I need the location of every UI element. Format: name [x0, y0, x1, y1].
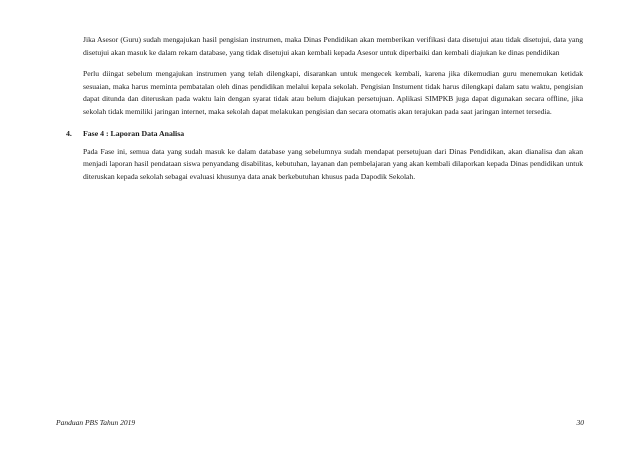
footer-title: Panduan PBS Tahun 2019	[56, 418, 136, 427]
page-content	[66, 34, 583, 192]
paragraph-verification: Jika Asesor (Guru) sudah mengajukan hasil pengisian instrumen, maka Dinas Pendidikan akan memberikan verifikasi data disetujui atau tidak disetujui, data yang disetujui akan masuk ke dalam rekam database, yang tidak disetujui akan kembali kepada Asesor untuk diperbaiki dan kembali diajukan ke dinas pendidikan	[83, 35, 583, 57]
section-number: 4.	[66, 128, 72, 138]
paragraph-reminder: Perlu diingat sebelum mengajukan instrumen yang telah dilengkapi, disarankan untuk mengecek kembali, karena jika dikemudian guru menemukan ketidak sesuaian, maka harus meminta pembatalan oleh dinas pendidikan melalui kepala sekolah. Pengisian Instument tidak harus dilengkapi dalam satu waktu, pengisian dapat ditunda dan diteruskan pada waktu lain dengan syarat tidak atau belum diajukan persetujuan. Aplikasi SIMPKB juga dapat digunakan secara offline, jika sekolah tidak memiliki jaringan internet, maka sekolah dapat melakukan pengisian dan secara otomatis akan terajukan pada saat jaringan internet tersedia.	[83, 69, 583, 116]
section-heading	[66, 128, 566, 140]
section-title: Fase 4 : Laporan Data Analisa	[83, 128, 185, 138]
footer-page-number: 30	[576, 418, 584, 427]
paragraph-phase-4: Pada Fase ini, semua data yang sudah masuk ke dalam database yang sebelumnya sudah mendapat persetujuan dari Dinas Pendidikan, akan dianalisa dan akan menjadi laporan hasil pendataan siswa penyandang disabilitas, kebutuhan, layanan dan pembelajaran yang akan kembali dilaporkan kepada Dinas pendidikan untuk diteruskan kepada sekolah sebagai evaluasi khusunya data anak berkebutuhan khusus pada Dapodik Sekolah.	[83, 146, 583, 181]
